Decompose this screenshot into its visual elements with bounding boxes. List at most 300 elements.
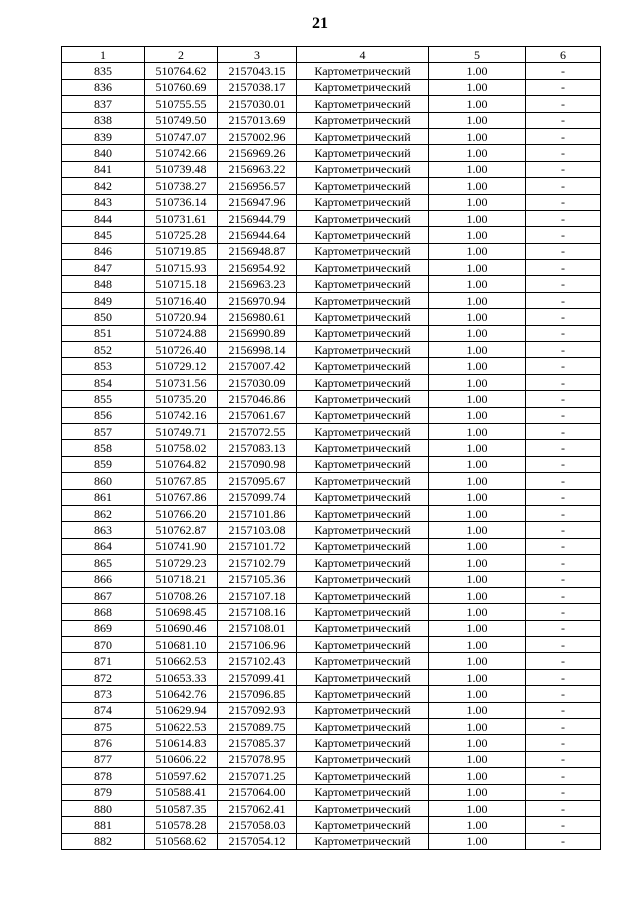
note-cell: - bbox=[526, 374, 601, 390]
y-coordinate-cell: 2157102.79 bbox=[218, 555, 297, 571]
table-row bbox=[62, 243, 601, 259]
point-number-cell: 842 bbox=[62, 178, 145, 194]
y-coordinate-cell: 2157092.93 bbox=[218, 702, 297, 718]
point-number-cell: 863 bbox=[62, 522, 145, 538]
x-coordinate-cell: 510698.45 bbox=[145, 604, 218, 620]
accuracy-cell: 1.00 bbox=[429, 243, 526, 259]
column-header-6: 6 bbox=[526, 47, 601, 63]
y-coordinate-cell: 2157071.25 bbox=[218, 768, 297, 784]
note-cell: - bbox=[526, 194, 601, 210]
y-coordinate-cell: 2157038.17 bbox=[218, 79, 297, 95]
point-number-cell: 878 bbox=[62, 768, 145, 784]
note-cell: - bbox=[526, 276, 601, 292]
point-number-cell: 835 bbox=[62, 63, 145, 79]
table-row bbox=[62, 817, 601, 833]
method-cell: Картометрический bbox=[297, 571, 429, 587]
y-coordinate-cell: 2156980.61 bbox=[218, 309, 297, 325]
x-coordinate-cell: 510588.41 bbox=[145, 784, 218, 800]
accuracy-cell: 1.00 bbox=[429, 96, 526, 112]
y-coordinate-cell: 2157030.09 bbox=[218, 374, 297, 390]
accuracy-cell: 1.00 bbox=[429, 440, 526, 456]
point-number-cell: 862 bbox=[62, 505, 145, 521]
accuracy-cell: 1.00 bbox=[429, 735, 526, 751]
point-number-cell: 882 bbox=[62, 833, 145, 849]
note-cell: - bbox=[526, 751, 601, 767]
note-cell: - bbox=[526, 227, 601, 243]
note-cell: - bbox=[526, 669, 601, 685]
x-coordinate-cell: 510749.71 bbox=[145, 423, 218, 439]
table-row bbox=[62, 522, 601, 538]
method-cell: Картометрический bbox=[297, 653, 429, 669]
method-cell: Картометрический bbox=[297, 79, 429, 95]
table-row bbox=[62, 686, 601, 702]
note-cell: - bbox=[526, 702, 601, 718]
x-coordinate-cell: 510681.10 bbox=[145, 637, 218, 653]
note-cell: - bbox=[526, 686, 601, 702]
accuracy-cell: 1.00 bbox=[429, 489, 526, 505]
accuracy-cell: 1.00 bbox=[429, 276, 526, 292]
x-coordinate-cell: 510767.86 bbox=[145, 489, 218, 505]
table-row bbox=[62, 833, 601, 849]
table-row bbox=[62, 440, 601, 456]
note-cell: - bbox=[526, 538, 601, 554]
y-coordinate-cell: 2157054.12 bbox=[218, 833, 297, 849]
point-number-cell: 837 bbox=[62, 96, 145, 112]
note-cell: - bbox=[526, 128, 601, 144]
x-coordinate-cell: 510726.40 bbox=[145, 342, 218, 358]
y-coordinate-cell: 2157108.01 bbox=[218, 620, 297, 636]
point-number-cell: 871 bbox=[62, 653, 145, 669]
method-cell: Картометрический bbox=[297, 194, 429, 210]
x-coordinate-cell: 510729.23 bbox=[145, 555, 218, 571]
method-cell: Картометрический bbox=[297, 374, 429, 390]
point-number-cell: 874 bbox=[62, 702, 145, 718]
note-cell: - bbox=[526, 407, 601, 423]
accuracy-cell: 1.00 bbox=[429, 358, 526, 374]
note-cell: - bbox=[526, 719, 601, 735]
x-coordinate-cell: 510715.18 bbox=[145, 276, 218, 292]
table-row bbox=[62, 669, 601, 685]
point-number-cell: 880 bbox=[62, 800, 145, 816]
accuracy-cell: 1.00 bbox=[429, 702, 526, 718]
point-number-cell: 873 bbox=[62, 686, 145, 702]
point-number-cell: 854 bbox=[62, 374, 145, 390]
x-coordinate-cell: 510738.27 bbox=[145, 178, 218, 194]
x-coordinate-cell: 510760.69 bbox=[145, 79, 218, 95]
accuracy-cell: 1.00 bbox=[429, 505, 526, 521]
y-coordinate-cell: 2157085.37 bbox=[218, 735, 297, 751]
x-coordinate-cell: 510742.66 bbox=[145, 145, 218, 161]
method-cell: Картометрический bbox=[297, 637, 429, 653]
point-number-cell: 872 bbox=[62, 669, 145, 685]
note-cell: - bbox=[526, 768, 601, 784]
point-number-cell: 869 bbox=[62, 620, 145, 636]
accuracy-cell: 1.00 bbox=[429, 161, 526, 177]
method-cell: Картометрический bbox=[297, 325, 429, 341]
method-cell: Картометрический bbox=[297, 309, 429, 325]
table-row bbox=[62, 702, 601, 718]
y-coordinate-cell: 2157102.43 bbox=[218, 653, 297, 669]
y-coordinate-cell: 2157096.85 bbox=[218, 686, 297, 702]
table-row bbox=[62, 161, 601, 177]
y-coordinate-cell: 2156944.79 bbox=[218, 210, 297, 226]
table-row bbox=[62, 571, 601, 587]
note-cell: - bbox=[526, 637, 601, 653]
accuracy-cell: 1.00 bbox=[429, 391, 526, 407]
table-row bbox=[62, 79, 601, 95]
accuracy-cell: 1.00 bbox=[429, 686, 526, 702]
point-number-cell: 844 bbox=[62, 210, 145, 226]
y-coordinate-cell: 2157083.13 bbox=[218, 440, 297, 456]
x-coordinate-cell: 510736.14 bbox=[145, 194, 218, 210]
x-coordinate-cell: 510653.33 bbox=[145, 669, 218, 685]
y-coordinate-cell: 2156970.94 bbox=[218, 292, 297, 308]
note-cell: - bbox=[526, 817, 601, 833]
point-number-cell: 852 bbox=[62, 342, 145, 358]
note-cell: - bbox=[526, 800, 601, 816]
method-cell: Картометрический bbox=[297, 423, 429, 439]
point-number-cell: 881 bbox=[62, 817, 145, 833]
accuracy-cell: 1.00 bbox=[429, 63, 526, 79]
method-cell: Картометрический bbox=[297, 96, 429, 112]
x-coordinate-cell: 510716.40 bbox=[145, 292, 218, 308]
y-coordinate-cell: 2156956.57 bbox=[218, 178, 297, 194]
note-cell: - bbox=[526, 735, 601, 751]
table-row bbox=[62, 358, 601, 374]
method-cell: Картометрический bbox=[297, 800, 429, 816]
accuracy-cell: 1.00 bbox=[429, 538, 526, 554]
accuracy-cell: 1.00 bbox=[429, 833, 526, 849]
y-coordinate-cell: 2157090.98 bbox=[218, 456, 297, 472]
method-cell: Картометрический bbox=[297, 342, 429, 358]
method-cell: Картометрический bbox=[297, 505, 429, 521]
method-cell: Картометрический bbox=[297, 719, 429, 735]
method-cell: Картометрический bbox=[297, 128, 429, 144]
point-number-cell: 847 bbox=[62, 260, 145, 276]
point-number-cell: 864 bbox=[62, 538, 145, 554]
point-number-cell: 877 bbox=[62, 751, 145, 767]
accuracy-cell: 1.00 bbox=[429, 456, 526, 472]
y-coordinate-cell: 2156998.14 bbox=[218, 342, 297, 358]
accuracy-cell: 1.00 bbox=[429, 292, 526, 308]
accuracy-cell: 1.00 bbox=[429, 637, 526, 653]
method-cell: Картометрический bbox=[297, 161, 429, 177]
accuracy-cell: 1.00 bbox=[429, 260, 526, 276]
table-row bbox=[62, 325, 601, 341]
accuracy-cell: 1.00 bbox=[429, 79, 526, 95]
note-cell: - bbox=[526, 79, 601, 95]
table-row bbox=[62, 391, 601, 407]
y-coordinate-cell: 2157101.86 bbox=[218, 505, 297, 521]
note-cell: - bbox=[526, 604, 601, 620]
method-cell: Картометрический bbox=[297, 178, 429, 194]
x-coordinate-cell: 510614.83 bbox=[145, 735, 218, 751]
accuracy-cell: 1.00 bbox=[429, 620, 526, 636]
accuracy-cell: 1.00 bbox=[429, 194, 526, 210]
note-cell: - bbox=[526, 358, 601, 374]
x-coordinate-cell: 510739.48 bbox=[145, 161, 218, 177]
accuracy-cell: 1.00 bbox=[429, 817, 526, 833]
point-number-cell: 875 bbox=[62, 719, 145, 735]
table-row bbox=[62, 374, 601, 390]
x-coordinate-cell: 510729.12 bbox=[145, 358, 218, 374]
accuracy-cell: 1.00 bbox=[429, 342, 526, 358]
y-coordinate-cell: 2157106.96 bbox=[218, 637, 297, 653]
x-coordinate-cell: 510724.88 bbox=[145, 325, 218, 341]
point-number-cell: 843 bbox=[62, 194, 145, 210]
note-cell: - bbox=[526, 587, 601, 603]
method-cell: Картометрический bbox=[297, 604, 429, 620]
note-cell: - bbox=[526, 325, 601, 341]
accuracy-cell: 1.00 bbox=[429, 522, 526, 538]
note-cell: - bbox=[526, 784, 601, 800]
point-number-cell: 840 bbox=[62, 145, 145, 161]
y-coordinate-cell: 2156947.96 bbox=[218, 194, 297, 210]
method-cell: Картометрический bbox=[297, 407, 429, 423]
accuracy-cell: 1.00 bbox=[429, 374, 526, 390]
column-header-2: 2 bbox=[145, 47, 218, 63]
method-cell: Картометрический bbox=[297, 210, 429, 226]
note-cell: - bbox=[526, 505, 601, 521]
note-cell: - bbox=[526, 456, 601, 472]
method-cell: Картометрический bbox=[297, 768, 429, 784]
method-cell: Картометрический bbox=[297, 620, 429, 636]
point-number-cell: 836 bbox=[62, 79, 145, 95]
x-coordinate-cell: 510642.76 bbox=[145, 686, 218, 702]
method-cell: Картометрический bbox=[297, 735, 429, 751]
y-coordinate-cell: 2157064.00 bbox=[218, 784, 297, 800]
note-cell: - bbox=[526, 161, 601, 177]
coordinates-table bbox=[61, 46, 601, 850]
point-number-cell: 841 bbox=[62, 161, 145, 177]
accuracy-cell: 1.00 bbox=[429, 604, 526, 620]
y-coordinate-cell: 2157095.67 bbox=[218, 473, 297, 489]
point-number-cell: 856 bbox=[62, 407, 145, 423]
point-number-cell: 865 bbox=[62, 555, 145, 571]
column-header-1: 1 bbox=[62, 47, 145, 63]
note-cell: - bbox=[526, 63, 601, 79]
x-coordinate-cell: 510629.94 bbox=[145, 702, 218, 718]
table-row bbox=[62, 784, 601, 800]
table-row bbox=[62, 276, 601, 292]
table-row bbox=[62, 128, 601, 144]
accuracy-cell: 1.00 bbox=[429, 210, 526, 226]
table-row bbox=[62, 653, 601, 669]
table-row bbox=[62, 423, 601, 439]
y-coordinate-cell: 2156954.92 bbox=[218, 260, 297, 276]
accuracy-cell: 1.00 bbox=[429, 227, 526, 243]
accuracy-cell: 1.00 bbox=[429, 145, 526, 161]
y-coordinate-cell: 2157105.36 bbox=[218, 571, 297, 587]
note-cell: - bbox=[526, 210, 601, 226]
x-coordinate-cell: 510764.82 bbox=[145, 456, 218, 472]
point-number-cell: 839 bbox=[62, 128, 145, 144]
table-row bbox=[62, 800, 601, 816]
point-number-cell: 876 bbox=[62, 735, 145, 751]
y-coordinate-cell: 2156948.87 bbox=[218, 243, 297, 259]
x-coordinate-cell: 510766.20 bbox=[145, 505, 218, 521]
x-coordinate-cell: 510767.85 bbox=[145, 473, 218, 489]
table-row bbox=[62, 96, 601, 112]
note-cell: - bbox=[526, 260, 601, 276]
note-cell: - bbox=[526, 243, 601, 259]
method-cell: Картометрический bbox=[297, 63, 429, 79]
table-row bbox=[62, 407, 601, 423]
table-row bbox=[62, 587, 601, 603]
column-header-5: 5 bbox=[429, 47, 526, 63]
method-cell: Картометрический bbox=[297, 489, 429, 505]
accuracy-cell: 1.00 bbox=[429, 423, 526, 439]
point-number-cell: 858 bbox=[62, 440, 145, 456]
table-row bbox=[62, 292, 601, 308]
note-cell: - bbox=[526, 522, 601, 538]
x-coordinate-cell: 510578.28 bbox=[145, 817, 218, 833]
x-coordinate-cell: 510622.53 bbox=[145, 719, 218, 735]
y-coordinate-cell: 2157058.03 bbox=[218, 817, 297, 833]
table-row bbox=[62, 604, 601, 620]
method-cell: Картометрический bbox=[297, 555, 429, 571]
note-cell: - bbox=[526, 555, 601, 571]
y-coordinate-cell: 2156944.64 bbox=[218, 227, 297, 243]
y-coordinate-cell: 2157107.18 bbox=[218, 587, 297, 603]
point-number-cell: 870 bbox=[62, 637, 145, 653]
y-coordinate-cell: 2157099.74 bbox=[218, 489, 297, 505]
point-number-cell: 838 bbox=[62, 112, 145, 128]
y-coordinate-cell: 2156969.26 bbox=[218, 145, 297, 161]
table-row bbox=[62, 489, 601, 505]
accuracy-cell: 1.00 bbox=[429, 112, 526, 128]
table-row bbox=[62, 63, 601, 79]
x-coordinate-cell: 510764.62 bbox=[145, 63, 218, 79]
table-row bbox=[62, 260, 601, 276]
table-row bbox=[62, 194, 601, 210]
method-cell: Картометрический bbox=[297, 587, 429, 603]
column-header-3: 3 bbox=[218, 47, 297, 63]
note-cell: - bbox=[526, 292, 601, 308]
note-cell: - bbox=[526, 112, 601, 128]
x-coordinate-cell: 510749.50 bbox=[145, 112, 218, 128]
accuracy-cell: 1.00 bbox=[429, 587, 526, 603]
point-number-cell: 866 bbox=[62, 571, 145, 587]
note-cell: - bbox=[526, 96, 601, 112]
note-cell: - bbox=[526, 440, 601, 456]
point-number-cell: 855 bbox=[62, 391, 145, 407]
point-number-cell: 867 bbox=[62, 587, 145, 603]
table-row bbox=[62, 178, 601, 194]
x-coordinate-cell: 510708.26 bbox=[145, 587, 218, 603]
accuracy-cell: 1.00 bbox=[429, 719, 526, 735]
method-cell: Картометрический bbox=[297, 358, 429, 374]
point-number-cell: 860 bbox=[62, 473, 145, 489]
table-row bbox=[62, 145, 601, 161]
y-coordinate-cell: 2157046.86 bbox=[218, 391, 297, 407]
method-cell: Картометрический bbox=[297, 260, 429, 276]
x-coordinate-cell: 510715.93 bbox=[145, 260, 218, 276]
note-cell: - bbox=[526, 178, 601, 194]
x-coordinate-cell: 510587.35 bbox=[145, 800, 218, 816]
method-cell: Картометрический bbox=[297, 391, 429, 407]
y-coordinate-cell: 2157002.96 bbox=[218, 128, 297, 144]
table-row bbox=[62, 768, 601, 784]
accuracy-cell: 1.00 bbox=[429, 178, 526, 194]
accuracy-cell: 1.00 bbox=[429, 325, 526, 341]
y-coordinate-cell: 2157007.42 bbox=[218, 358, 297, 374]
table-row bbox=[62, 210, 601, 226]
method-cell: Картометрический bbox=[297, 702, 429, 718]
y-coordinate-cell: 2156963.23 bbox=[218, 276, 297, 292]
y-coordinate-cell: 2157062.41 bbox=[218, 800, 297, 816]
note-cell: - bbox=[526, 833, 601, 849]
point-number-cell: 845 bbox=[62, 227, 145, 243]
accuracy-cell: 1.00 bbox=[429, 669, 526, 685]
method-cell: Картометрический bbox=[297, 669, 429, 685]
y-coordinate-cell: 2157013.69 bbox=[218, 112, 297, 128]
x-coordinate-cell: 510735.20 bbox=[145, 391, 218, 407]
point-number-cell: 861 bbox=[62, 489, 145, 505]
x-coordinate-cell: 510762.87 bbox=[145, 522, 218, 538]
x-coordinate-cell: 510747.07 bbox=[145, 128, 218, 144]
y-coordinate-cell: 2157101.72 bbox=[218, 538, 297, 554]
table-row bbox=[62, 719, 601, 735]
method-cell: Картометрический bbox=[297, 440, 429, 456]
table-row bbox=[62, 620, 601, 636]
column-header-4: 4 bbox=[297, 47, 429, 63]
method-cell: Картометрический bbox=[297, 751, 429, 767]
method-cell: Картометрический bbox=[297, 243, 429, 259]
x-coordinate-cell: 510718.21 bbox=[145, 571, 218, 587]
y-coordinate-cell: 2157108.16 bbox=[218, 604, 297, 620]
y-coordinate-cell: 2157061.67 bbox=[218, 407, 297, 423]
accuracy-cell: 1.00 bbox=[429, 309, 526, 325]
y-coordinate-cell: 2157103.08 bbox=[218, 522, 297, 538]
table-row bbox=[62, 456, 601, 472]
accuracy-cell: 1.00 bbox=[429, 653, 526, 669]
x-coordinate-cell: 510568.62 bbox=[145, 833, 218, 849]
point-number-cell: 848 bbox=[62, 276, 145, 292]
point-number-cell: 846 bbox=[62, 243, 145, 259]
x-coordinate-cell: 510719.85 bbox=[145, 243, 218, 259]
table-row bbox=[62, 637, 601, 653]
note-cell: - bbox=[526, 473, 601, 489]
point-number-cell: 879 bbox=[62, 784, 145, 800]
x-coordinate-cell: 510662.53 bbox=[145, 653, 218, 669]
x-coordinate-cell: 510731.61 bbox=[145, 210, 218, 226]
method-cell: Картометрический bbox=[297, 686, 429, 702]
x-coordinate-cell: 510741.90 bbox=[145, 538, 218, 554]
x-coordinate-cell: 510755.55 bbox=[145, 96, 218, 112]
x-coordinate-cell: 510597.62 bbox=[145, 768, 218, 784]
point-number-cell: 849 bbox=[62, 292, 145, 308]
method-cell: Картометрический bbox=[297, 784, 429, 800]
accuracy-cell: 1.00 bbox=[429, 407, 526, 423]
note-cell: - bbox=[526, 653, 601, 669]
note-cell: - bbox=[526, 391, 601, 407]
table-row bbox=[62, 342, 601, 358]
table-header-row bbox=[62, 47, 601, 63]
table-row bbox=[62, 309, 601, 325]
table-row bbox=[62, 751, 601, 767]
point-number-cell: 857 bbox=[62, 423, 145, 439]
method-cell: Картометрический bbox=[297, 276, 429, 292]
point-number-cell: 853 bbox=[62, 358, 145, 374]
y-coordinate-cell: 2157078.95 bbox=[218, 751, 297, 767]
accuracy-cell: 1.00 bbox=[429, 555, 526, 571]
accuracy-cell: 1.00 bbox=[429, 784, 526, 800]
point-number-cell: 859 bbox=[62, 456, 145, 472]
x-coordinate-cell: 510731.56 bbox=[145, 374, 218, 390]
note-cell: - bbox=[526, 423, 601, 439]
y-coordinate-cell: 2157030.01 bbox=[218, 96, 297, 112]
